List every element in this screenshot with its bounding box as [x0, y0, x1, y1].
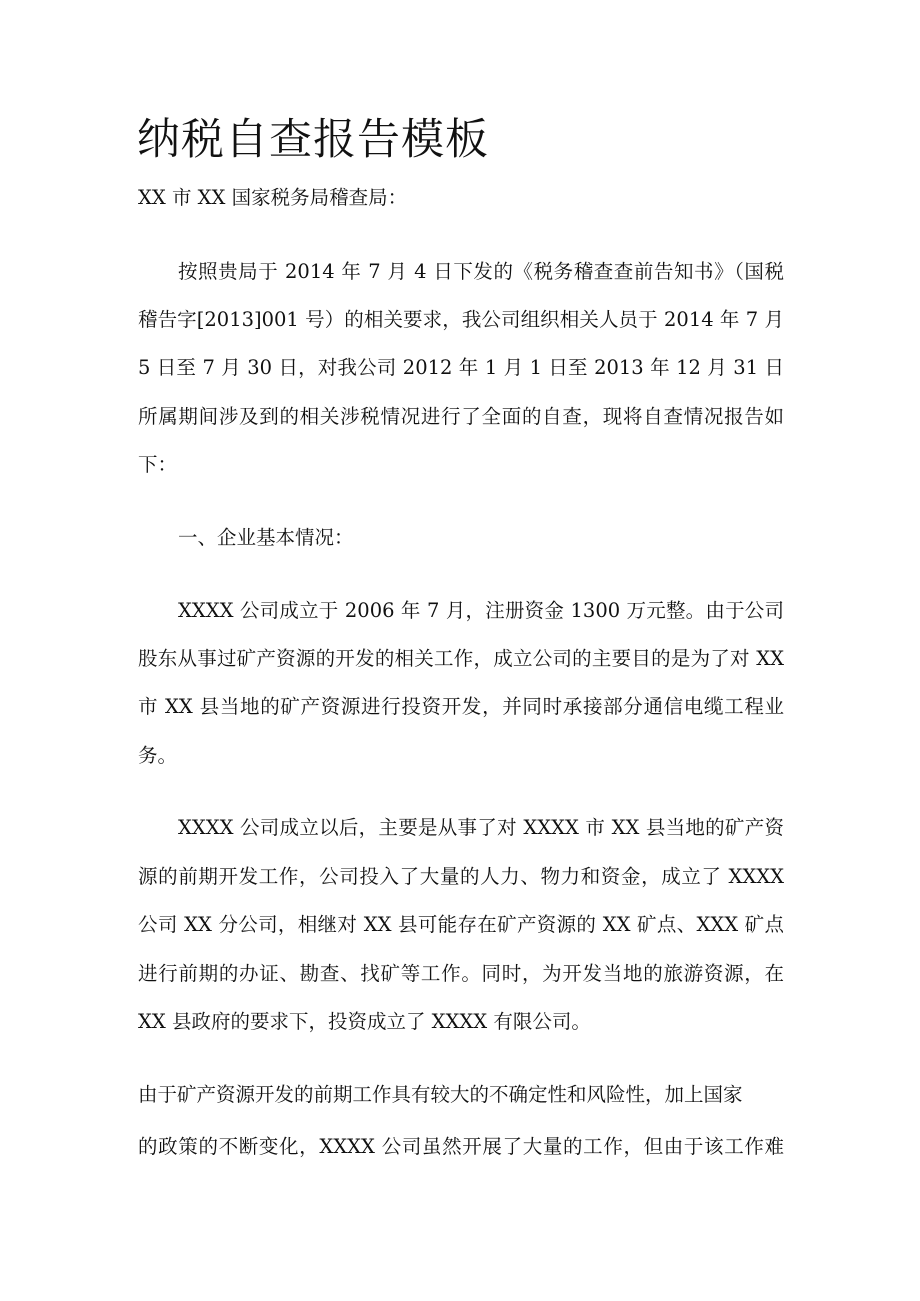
- paragraph-line: 的政策的不断变化，XXXX 公司虽然开展了大量的工作，但由于该工作难: [138, 1135, 784, 1158]
- paragraph-line: 务。: [138, 744, 178, 767]
- paragraph-line: 按照贵局于 2014 年 7 月 4 日下发的《税务稽查查前告知书》（国税: [178, 260, 784, 283]
- salutation: XX 市 XX 国家税务局稽查局：: [138, 186, 408, 209]
- document-title: 纳税自查报告模板: [137, 115, 489, 165]
- section-heading: 一、企业基本情况：: [178, 526, 354, 549]
- paragraph-line: 稽告字[2013]001 号）的相关要求，我公司组织相关人员于 2014 年 7 月: [138, 308, 784, 331]
- paragraph-line: 5 日至 7 月 30 日，对我公司 2012 年 1 月 1 日至 2013 年 12 月 31 日: [138, 356, 784, 379]
- paragraph-line: 下：: [138, 453, 178, 476]
- paragraph-line: 市 XX 县当地的矿产资源进行投资开发，并同时承接部分通信电缆工程业: [138, 695, 784, 718]
- paragraph-line: 所属期间涉及到的相关涉税情况进行了全面的自查，现将自查情况报告如: [138, 405, 784, 428]
- paragraph-line: 源的前期开发工作，公司投入了大量的人力、物力和资金，成立了 XXXX: [138, 865, 784, 888]
- paragraph-line: XXXX 公司成立于 2006 年 7 月，注册资金 1300 万元整。由于公司: [178, 599, 784, 622]
- paragraph-line: 进行前期的办证、勘查、找矿等工作。同时，为开发当地的旅游资源，在: [138, 962, 784, 985]
- paragraph-line: 由于矿产资源开发的前期工作具有较大的不确定性和风险性，加上国家: [138, 1083, 743, 1106]
- paragraph-line: XXXX 公司成立以后，主要是从事了对 XXXX 市 XX 县当地的矿产资: [178, 816, 784, 839]
- paragraph-line: 公司 XX 分公司，相继对 XX 县可能存在矿产资源的 XX 矿点、XXX 矿点: [138, 913, 784, 936]
- paragraph-line: XX 县政府的要求下，投资成立了 XXXX 有限公司。: [138, 1010, 591, 1033]
- paragraph-line: 股东从事过矿产资源的开发的相关工作，成立公司的主要目的是为了对 XX: [138, 647, 784, 670]
